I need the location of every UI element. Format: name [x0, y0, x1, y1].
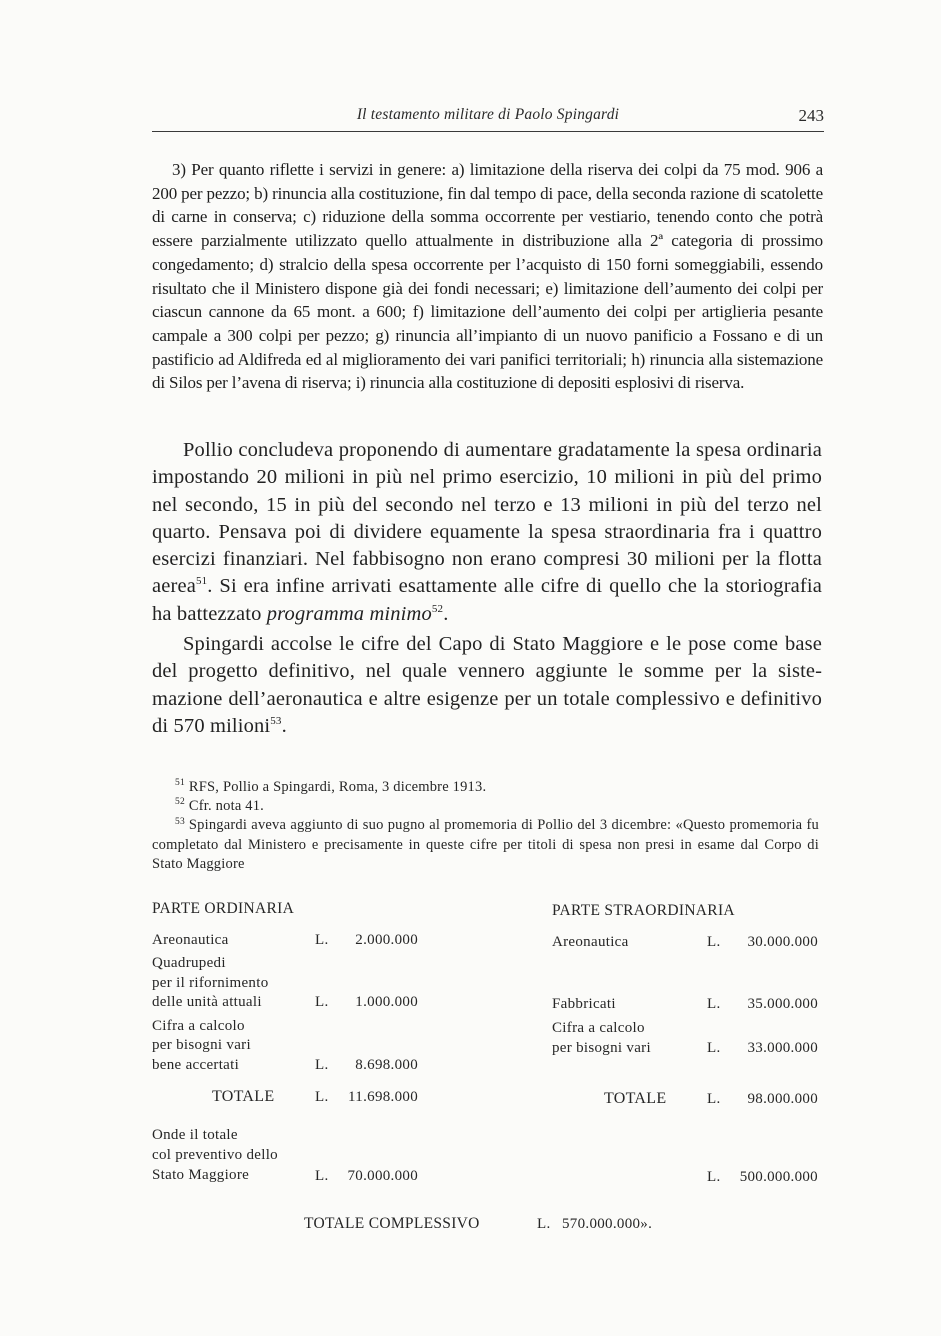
- footnote-number: 51: [175, 778, 185, 789]
- ordinaria-grand-currency: L.: [315, 1168, 329, 1184]
- footnote-ref-52: 52: [431, 602, 444, 615]
- running-header: [152, 104, 824, 132]
- ordinaria-row-2-amount: 1.000.000: [355, 994, 418, 1010]
- footnote-text: Spingardi aveva aggiunto di suo pugno al promemoria di Pollio del 3 dicembre: «Questo promemoria fu completato dal Ministero e precisamente in queste cifre per titoli di spesa non presi in esame dal Corpo di Stato Maggiore: [152, 817, 819, 872]
- straordinaria-row-3-label-line-1: Cifra a calcolo: [552, 1020, 645, 1036]
- ordinaria-total-currency: L.: [315, 1089, 329, 1105]
- ordinaria-row-2-label-line-2: per il rifornimento: [152, 975, 269, 991]
- paragraph-1-text-c: .: [443, 602, 449, 625]
- ordinaria-row-1-amount: 2.000.000: [355, 932, 418, 948]
- header-rule: [152, 131, 824, 132]
- straordinaria-row-1-label: Areonautica: [552, 934, 629, 950]
- footnote-text: RFS, Pollio a Spingardi, Roma, 3 dicembre 1913.: [188, 779, 487, 795]
- services-list-paragraph: 3) Per quanto riflette i servizi in genere: a) limitazione della riserva dei colpi da 75 mod. 906 a 200 per pezzo; b) rinuncia alla costituzione, fin dal tempo di pace, della seconda razione di scatolette di carne in conserva; c) riduzione della somma occorrente per vestiario, tenendo conto che potrà essere parzialmente utilizzato quello attualmente in distribuzione alla 2ª categoria di prossimo congedamento; d) stralcio della spesa occorrente per l’acquisto di 150 forni someggiabili, essendo risultato che il Ministero dispone già dei fondi necessari; e) limitazione dell’aumento dei colpi per ciascun cannone da 65 mont. a 600; f) limitazione dell’aumento dei colpi per artiglieria pesante campale a 300 colpi per pezzo; g) rinuncia all’impianto di un nuovo panificio a Fossano e di un pastificio ad Aldifreda ed al miglioramento dei vari panifici territoriali; h) rinuncia alla sistemazione di Silos per l’avena di riserva; i) rinuncia alla costituzione di depositi esplosivi di riserva.: [152, 160, 823, 393]
- footnote-53: [152, 816, 819, 874]
- header-title: Il testamento militare di Paolo Spingardi: [356, 106, 620, 123]
- budget-straordinaria: [552, 902, 822, 1102]
- footnote-ref-53: 53: [270, 715, 282, 728]
- footnote-51: [152, 778, 819, 797]
- ordinaria-row-3-label-line-2: per bisogni vari: [152, 1037, 251, 1053]
- footnote-52: [152, 797, 819, 816]
- ordinaria-row-3-label-line-3: bene accertati: [152, 1057, 240, 1073]
- straordinaria-row-2-label: Fabbricati: [552, 996, 616, 1012]
- grand-label-line-2: col preventivo dello: [152, 1147, 278, 1163]
- footnote-text: Cfr. nota 41.: [188, 798, 264, 815]
- ordinaria-row-1-label: Areonautica: [152, 932, 229, 948]
- straordinaria-row-1-amount: 30.000.000: [747, 934, 818, 950]
- page-number: 243: [798, 106, 824, 125]
- straordinaria-heading: PARTE STRAORDINARIA: [552, 902, 735, 919]
- ordinaria-total-label: TOTALE: [212, 1088, 275, 1105]
- paragraph-2-text: Spingardi accolse le cifre del Capo di Stato Maggiore e le pose come base del progetto definitivo, nel quale vennero aggiunte le somme per la sistemazione dell’aeronautica e altre esigenze per un totale complessivo e definitivo di 570 milioni: [152, 633, 822, 737]
- ordinaria-row-3-currency: L.: [315, 1057, 329, 1073]
- ordinaria-row-3-amount: 8.698.000: [355, 1057, 418, 1073]
- straordinaria-row-1-currency: L.: [707, 934, 721, 950]
- straordinaria-row-2-currency: L.: [707, 996, 721, 1012]
- straordinaria-row-3-label-line-2: per bisogni vari: [552, 1040, 651, 1056]
- paragraph-1-text-b: . Si era infine arrivati esattamente alle cifre di quello che la storiografia ha battezzato: [152, 575, 822, 625]
- paragraph-1-text-a: Pollio concludeva proponendo di aumentare gradatamente la spesa ordinaria impostando 20 milioni in più nel primo esercizio, 10 milioni in più del primo nel secondo, 15 in più del secondo nel terzo e 13 milioni in più del terzo nel quarto. Pensava poi di dividere equamente la spesa straordinaria fra i quattro esercizi finanziari. Nel fabbisogno non erano compresi 30 milioni per la flotta aerea: [152, 439, 822, 598]
- straordinaria-total-currency: L.: [707, 1091, 721, 1107]
- complessivo-amount: 570.000.000».: [562, 1216, 653, 1232]
- footnote-number: 52: [175, 797, 185, 808]
- footnotes: [152, 778, 819, 874]
- ordinaria-row-3-label-line-1: Cifra a calcolo: [152, 1018, 245, 1034]
- ordinaria-totals: [152, 1088, 432, 1208]
- ordinaria-row-2-currency: L.: [315, 994, 329, 1010]
- straordinaria-total-label: TOTALE: [604, 1090, 667, 1107]
- straordinaria-total-amount: 98.000.000: [747, 1091, 818, 1107]
- paragraph-2-end: .: [281, 714, 287, 737]
- grand-label-line-3: Stato Maggiore: [152, 1167, 250, 1183]
- ordinaria-grand-amount: 70.000.000: [347, 1168, 418, 1184]
- body-paragraph-2: [152, 631, 822, 740]
- straordinaria-row-2-amount: 35.000.000: [747, 996, 818, 1012]
- complessivo-label: TOTALE COMPLESSIVO: [304, 1215, 480, 1232]
- footnote-ref-51: 51: [195, 575, 208, 588]
- footnote-number: 53: [175, 816, 185, 827]
- ordinaria-row-2-label-line-3: delle unità attuali: [152, 994, 262, 1010]
- complessivo-currency: L.: [537, 1216, 551, 1232]
- ordinaria-total-amount: 11.698.000: [348, 1089, 418, 1105]
- ordinaria-row-1-currency: L.: [315, 932, 329, 948]
- ordinaria-heading: PARTE ORDINARIA: [152, 900, 295, 917]
- straordinaria-grand-currency: L.: [707, 1169, 721, 1185]
- programma-minimo-emphasis: programma minimo: [266, 602, 432, 625]
- straordinaria-row-3-amount: 33.000.000: [747, 1040, 818, 1056]
- grand-label-line-1: Onde il totale: [152, 1127, 238, 1143]
- straordinaria-grand-amount: 500.000.000: [739, 1169, 818, 1185]
- budget-ordinaria: [152, 900, 432, 1100]
- straordinaria-row-3-currency: L.: [707, 1040, 721, 1056]
- body-paragraph-1: [152, 437, 822, 628]
- straordinaria-totals: [552, 1090, 822, 1200]
- ordinaria-row-2-label-line-1: Quadrupedi: [152, 955, 226, 971]
- totale-complessivo: [304, 1215, 684, 1239]
